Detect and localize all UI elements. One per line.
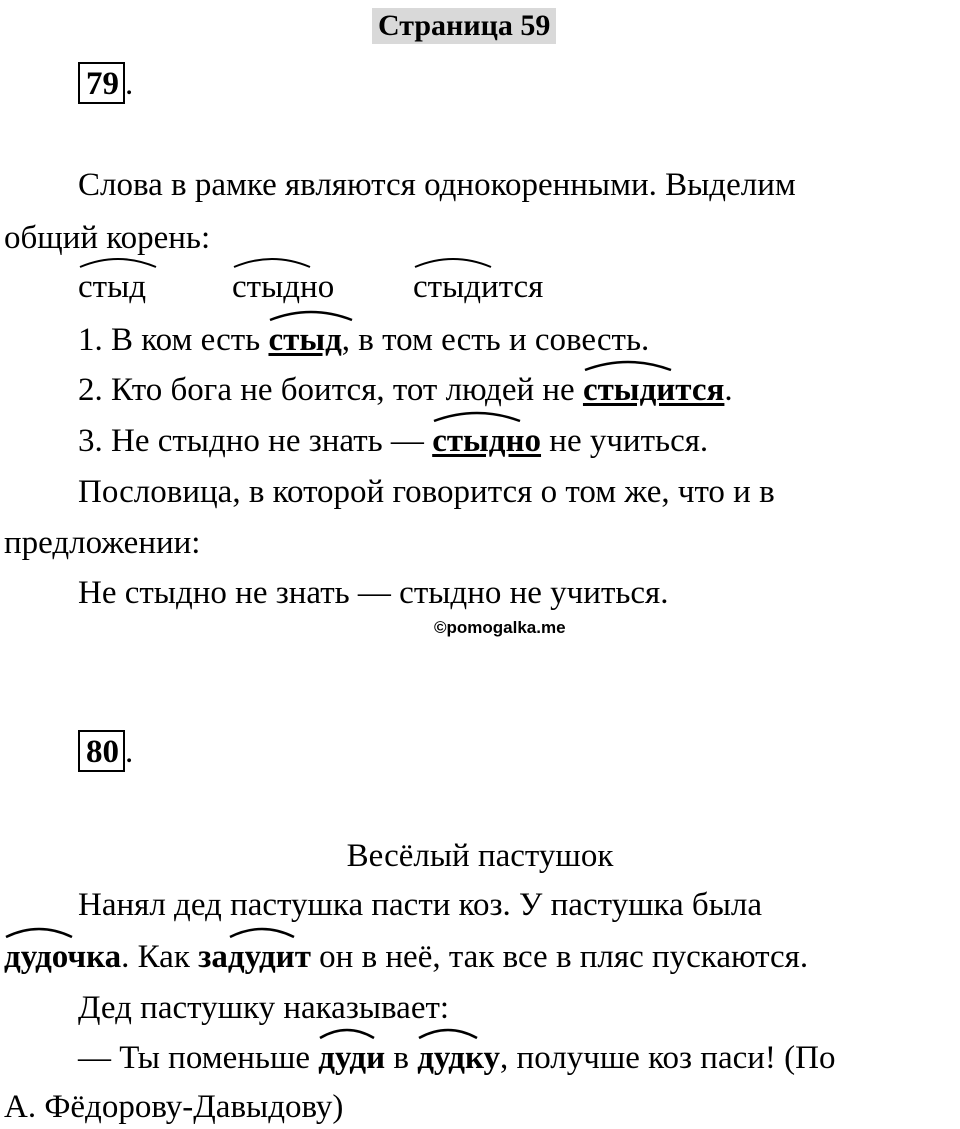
ex79-sentence-1 [78, 320, 649, 360]
root-arc-icon [583, 356, 673, 372]
sentence-text: 1. В ком есть [78, 322, 269, 358]
word-text: стыдится [413, 269, 544, 305]
exercise-number-box: 80 [78, 730, 125, 772]
word-text: стыдно [432, 423, 542, 459]
word-text: дудочка [4, 939, 122, 975]
word-text: стыд [78, 269, 147, 305]
root-word [318, 1038, 385, 1078]
root-word [268, 320, 341, 360]
story-line-3: Дед пастушку наказывает: [78, 990, 450, 1026]
watermark-credit: ©pomogalka.me [434, 618, 566, 637]
sentence-text: , в том есть и совесть. [341, 322, 650, 358]
story-title: Весёлый пастушок [346, 838, 614, 874]
root-word [432, 421, 541, 461]
root-arc-icon [228, 923, 296, 939]
root-word [4, 937, 121, 977]
story-line-1: Нанял дед пастушка пасти коз. У пастушка была [78, 887, 763, 923]
root-word [78, 267, 146, 307]
ex79-paragraph2-line2: предложении: [4, 525, 201, 561]
root-arc-icon [232, 253, 312, 269]
exercise-79-number [78, 62, 133, 104]
story-line-5: А. Фёдорову-Давыдову) [4, 1089, 344, 1125]
story-line-4 [78, 1038, 835, 1078]
root-word [417, 1038, 500, 1078]
ex79-paragraph-line2: общий корень: [4, 220, 211, 256]
exercise-number-box: 79 [78, 62, 125, 104]
word-text: стыдно [232, 269, 335, 305]
exercise-80-number [78, 730, 133, 772]
ex79-paragraph-line1: Слова в рамке являются однокоренными. Выделим [78, 167, 796, 203]
ex79-answer: Не стыдно не знать — стыдно не учиться. [78, 575, 669, 611]
root-word [198, 937, 311, 977]
word-text: задудит [198, 939, 311, 975]
sentence-text: 2. Кто бога не боится, тот людей не [78, 372, 583, 408]
sentence-text: не учиться. [541, 423, 709, 459]
root-arc-icon [4, 923, 74, 939]
sentence-text: , получше коз паси! (По [500, 1040, 836, 1076]
ex79-word-3 [413, 267, 543, 307]
story-line-2 [4, 937, 808, 977]
sentence-text: 3. Не стыдно не знать — [78, 423, 433, 459]
sentence-text: — Ты поменьше [78, 1040, 319, 1076]
root-word [583, 370, 724, 410]
word-text: стыд [268, 322, 342, 358]
word-text: дуди [318, 1040, 386, 1076]
word-text: стыдится [582, 372, 725, 408]
ex79-word-2 [232, 267, 334, 307]
root-word [413, 267, 543, 307]
ex79-word-1 [78, 267, 146, 307]
word-text: дудку [417, 1040, 501, 1076]
sentence-text: он в неё, так все в пляс пускаются. [310, 939, 809, 975]
root-arc-icon [417, 1024, 479, 1040]
exercise-number-dot: . [125, 734, 134, 770]
root-word [232, 267, 334, 307]
page-title: Страница 59 [372, 8, 556, 44]
root-arc-icon [268, 306, 354, 322]
sentence-text: . [724, 372, 733, 408]
sentence-text: в [385, 1040, 418, 1076]
sentence-text: . Как [121, 939, 199, 975]
ex79-paragraph2-line1: Пословица, в которой говорится о том же, что и в [78, 474, 775, 510]
ex79-sentence-3 [78, 421, 708, 461]
root-arc-icon [78, 253, 158, 269]
exercise-number-dot: . [125, 66, 134, 102]
ex79-sentence-2 [78, 370, 733, 410]
root-arc-icon [413, 253, 493, 269]
root-arc-icon [318, 1024, 376, 1040]
root-arc-icon [432, 407, 522, 423]
